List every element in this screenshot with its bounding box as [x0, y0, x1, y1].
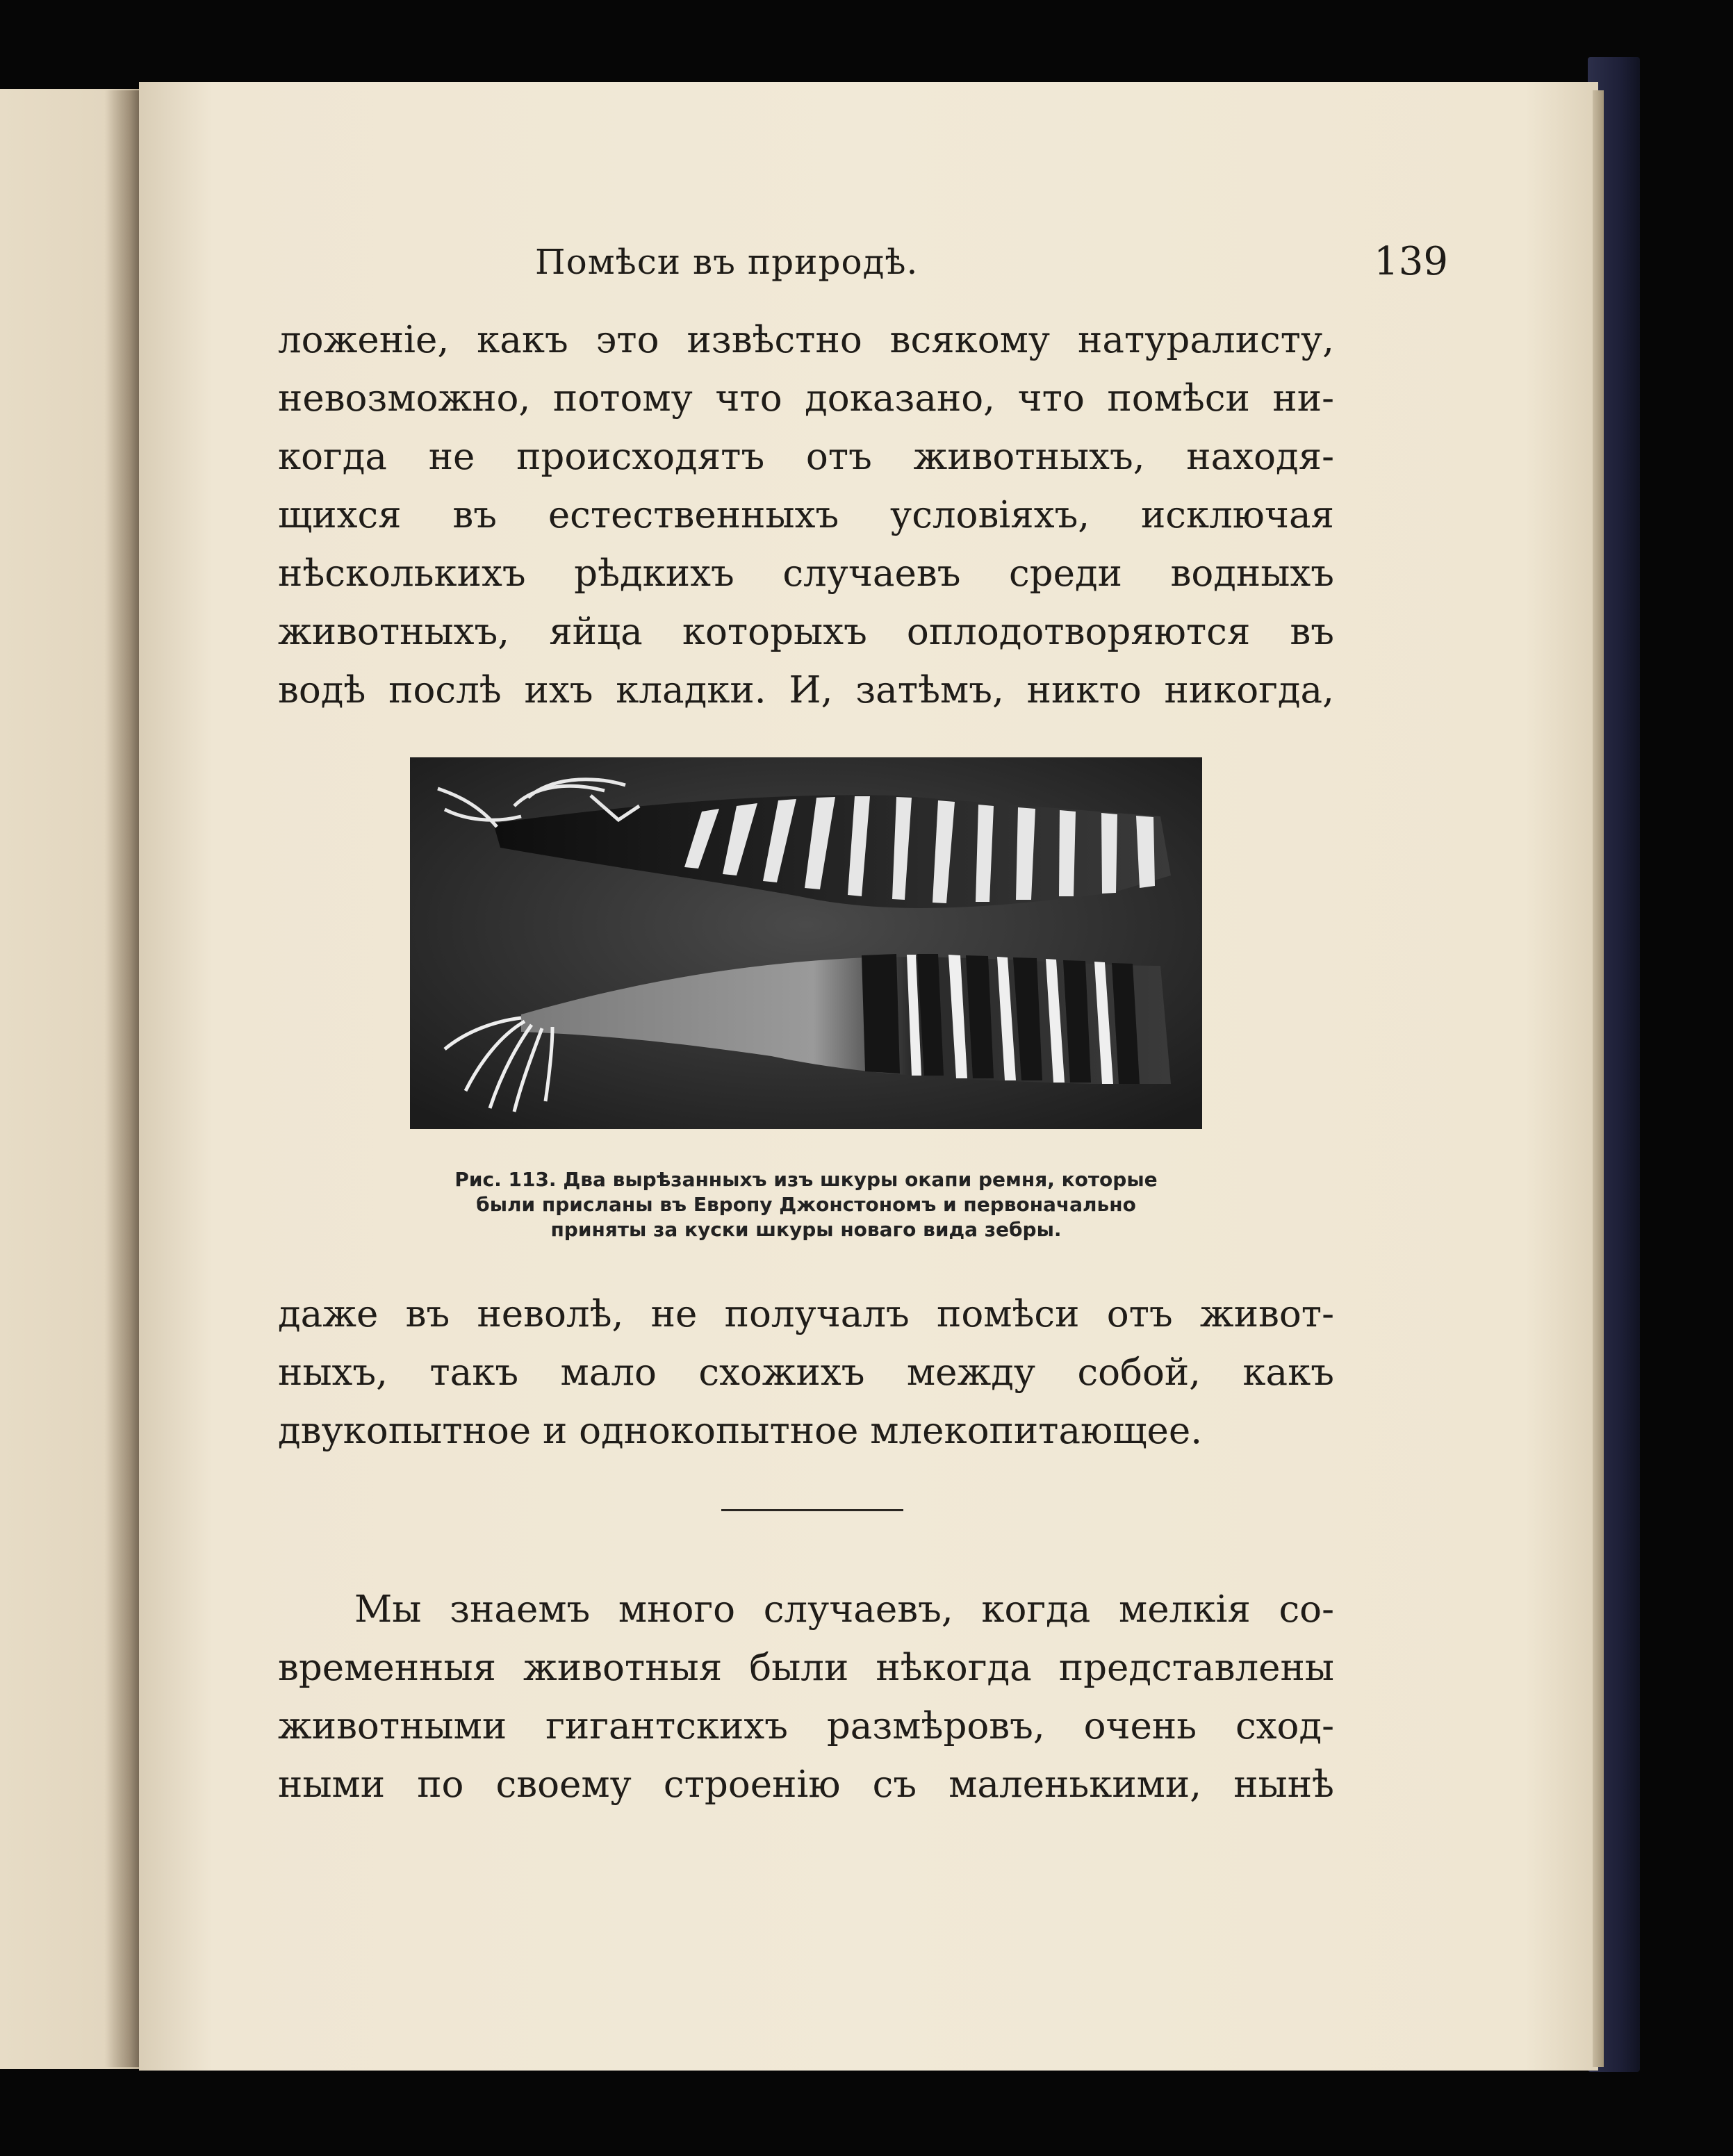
- caption-line: были присланы въ Европу Джонстономъ и первоначально: [476, 1193, 1136, 1216]
- text-line: ложеніе, какъ это извѣстно всякому натуралисту,: [278, 319, 1334, 361]
- running-title: Помѣси въ природѣ.: [535, 242, 919, 282]
- text-line: даже въ неволѣ, не получалъ помѣси отъ живот-: [278, 1293, 1334, 1335]
- page-number: 139: [1374, 239, 1448, 284]
- figure-caption: [410, 1167, 1202, 1242]
- text-line: двукопытное и однокопытное млекопитающее.: [278, 1410, 1203, 1452]
- paragraph-3: [278, 1581, 1334, 1814]
- page-edge: [1593, 90, 1604, 2067]
- okapi-skin-strips-drawing: [410, 757, 1202, 1129]
- text-line: Мы знаемъ много случаевъ, когда мелкія со-: [354, 1588, 1334, 1631]
- text-line: щихся въ естественныхъ условіяхъ, исключая: [278, 494, 1334, 536]
- text-line: водѣ послѣ ихъ кладки. И, затѣмъ, никто никогда,: [278, 669, 1334, 711]
- text-line: ными по своему строенію съ маленькими, нынѣ: [278, 1763, 1334, 1806]
- caption-line: Рис. 113. Два вырѣзанныхъ изъ шкуры окапи ремня, которые: [454, 1168, 1158, 1191]
- text-line: ныхъ, такъ мало схожихъ между собой, какъ: [278, 1351, 1334, 1394]
- text-line: когда не происходятъ отъ животныхъ, находя-: [278, 436, 1334, 478]
- section-divider: [721, 1509, 903, 1511]
- text-line: нѣсколькихъ рѣдкихъ случаевъ среди водныхъ: [278, 552, 1334, 595]
- text-line: животными гигантскихъ размѣровъ, очень сход-: [278, 1705, 1334, 1747]
- paragraph-1: [278, 311, 1334, 720]
- okapi-skin-strips-photo: [410, 757, 1202, 1129]
- text-line: временныя животныя были нѣкогда представлены: [278, 1647, 1334, 1689]
- text-line: животныхъ, яйца которыхъ оплодотворяются въ: [278, 611, 1334, 653]
- running-head: [278, 239, 1448, 297]
- paragraph-2: [278, 1285, 1334, 1460]
- caption-line: приняты за куски шкуры новаго вида зебры.: [550, 1218, 1062, 1241]
- text-line: невозможно, потому что доказано, что помѣси ни-: [278, 377, 1334, 420]
